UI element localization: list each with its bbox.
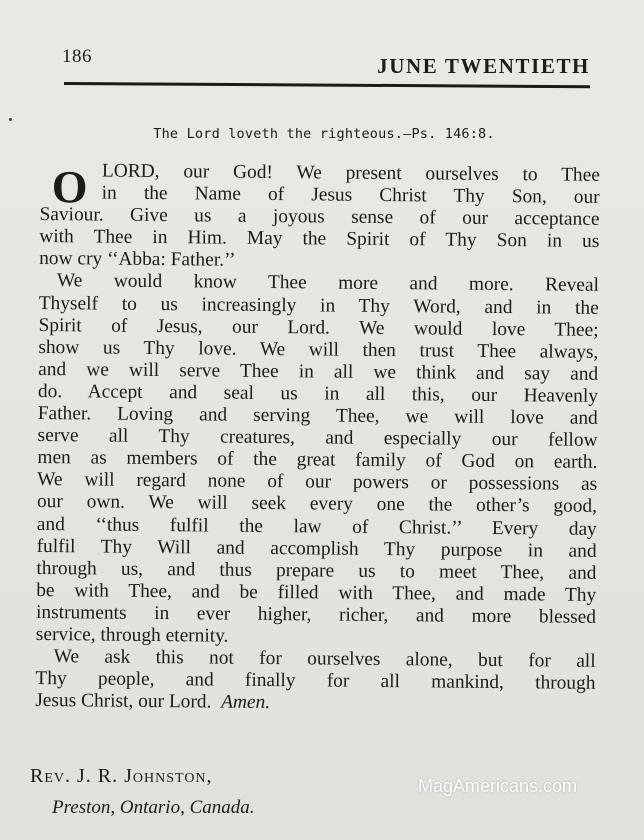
prayer-closing: Jesus Christ, our Lord. — [35, 690, 212, 713]
prayer-line: our own. We will seek every one the other’s good, — [36, 491, 598, 518]
prayer-line: Saviour. Give us a joyous sense of our acceptance — [39, 204, 600, 231]
author-name: Rev. J. R. Johnston, — [30, 765, 213, 787]
prayer-line-final — [35, 690, 595, 717]
page-header — [62, 44, 590, 84]
prayer-line: serve all Thy creatures, and especially our fellow — [37, 425, 598, 452]
author-location: Preston, Ontario, Canada. — [52, 797, 255, 818]
author-signature — [30, 760, 255, 824]
prayer-line: Thy people, and finally for all mankind, through — [35, 668, 596, 695]
prayer-line: Father. Loving and serving Thee, we will love and — [37, 403, 598, 429]
prayer-line: Thyself to us increasingly in Thy Word, and in the — [38, 292, 599, 319]
prayer-line: We ask this not for ourselves alone, but for all — [53, 646, 596, 672]
prayer-line: do. Accept and seal us in all this, our Heavenly — [37, 380, 599, 407]
prayer-line: show us Thy love. We will then trust Thee always, — [38, 336, 599, 363]
prayer-line: Spirit of Jesus, our Lord. We would love Thee; — [38, 314, 599, 341]
prayer-line: be with Thee, and be filled with Thee, and made Thy — [36, 579, 597, 606]
prayer-text — [35, 160, 600, 717]
ink-speck — [9, 118, 12, 121]
prayer-line: instruments in ever higher, richer, and more blessed — [35, 601, 597, 628]
running-title: JUNE TWENTIETH — [377, 54, 590, 78]
prayer-line: LORD, our God! We present ourselves to Thee — [101, 160, 600, 186]
prayer-line: with Thee in Him. May the Spirit of Thy Son in us — [39, 226, 600, 253]
prayer-line: and ‘‘thus fulfil the law of Christ.’’ Every day — [36, 513, 597, 540]
page-number: 186 — [62, 46, 92, 67]
prayer-line: men as members of the great family of God on earth. — [37, 447, 598, 474]
amen: Amen. — [221, 691, 271, 714]
prayer-line: in the Name of Jesus Christ Thy Son, our — [101, 182, 600, 208]
watermark: MagAmericans.com — [418, 776, 578, 796]
prayer-line: We will regard none of our powers or possessions as — [37, 469, 598, 496]
scripture-epigraph: The Lord loveth the righteous.—Ps. 146:8. — [153, 126, 495, 142]
prayer-line: service, through eternity. — [35, 623, 229, 647]
prayer-line: and we will serve Thee in all we think and say and — [38, 358, 599, 385]
prayer-line: now cry ‘‘Abba: Father.’’ — [39, 248, 236, 272]
prayer-line: fulfil Thy Will and accomplish Thy purpose in and — [36, 535, 597, 562]
prayer-line: We would know Thee more and more. Reveal — [56, 270, 600, 297]
prayer-line: through us, and thus prepare us to meet Thee, and — [36, 557, 597, 584]
drop-cap: O — [51, 161, 88, 213]
